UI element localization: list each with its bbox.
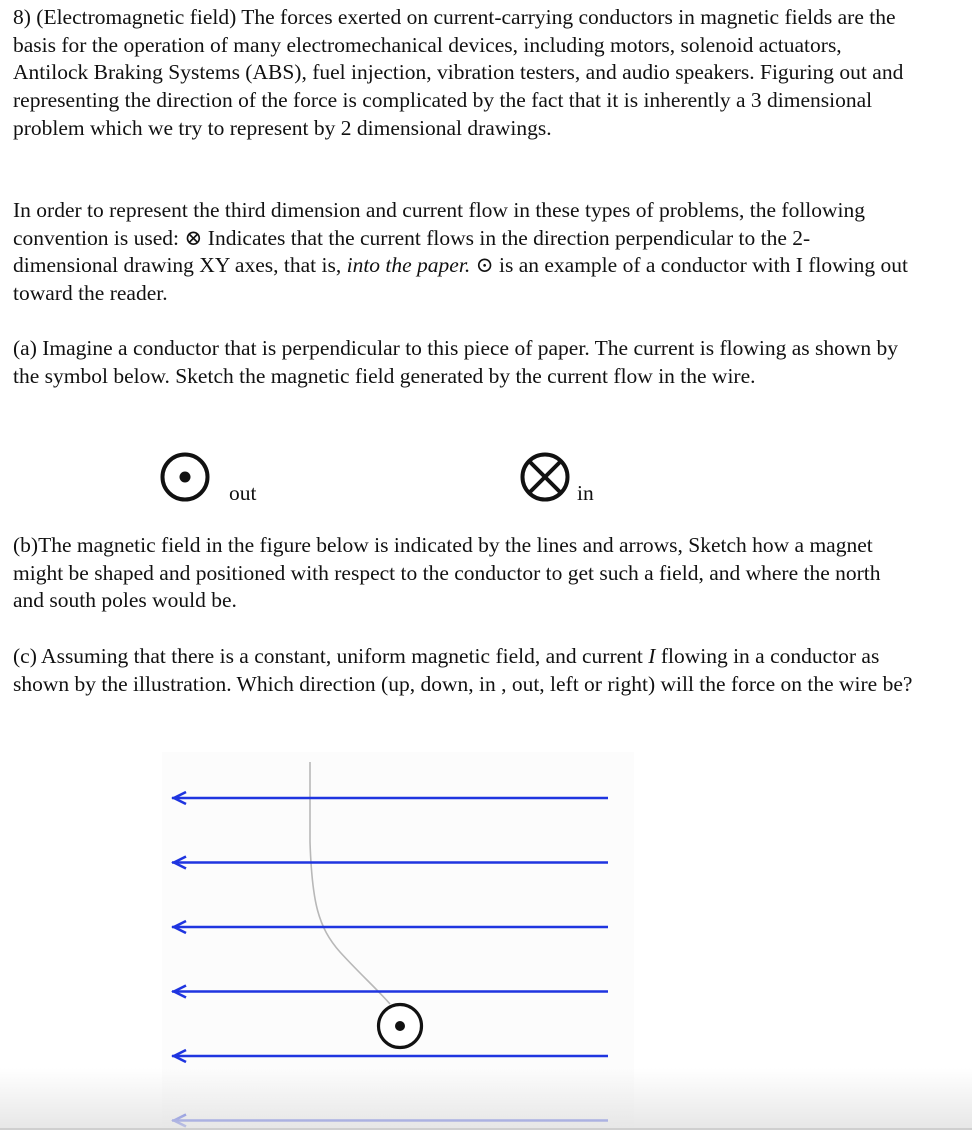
current-in-icon [518, 450, 572, 504]
current-out-icon [158, 450, 212, 504]
convention-text-1: In order to represent the third dimension and current flow in these types of problems, the following convention is used: [13, 198, 866, 250]
out-symbol-inline: ⊙ [475, 253, 494, 278]
part-c-text-2: flowing in a conductor as shown by the illustration. Which direction (up, down, in , out, left or right) will the force on the wire be? [13, 644, 913, 696]
convention-paragraph [13, 197, 913, 308]
into-paper-phrase: into the paper. [346, 253, 471, 278]
out-label: out [229, 481, 257, 505]
magnetic-field-figure [162, 752, 634, 1130]
convention-text-3: is an example of a conductor with I flowing out toward the reader. [13, 253, 908, 306]
current-variable: I [648, 644, 656, 668]
field-diagram [162, 752, 634, 1130]
part-c-text [13, 643, 913, 698]
current-symbols-row [13, 446, 963, 516]
field-lines-group [172, 792, 608, 1127]
convention-text-2: Indicates that the current flows in the direction perpendicular to the 2-dimensional drawing XY axes, that is, [13, 225, 811, 278]
into-symbol-inline: ⊗ [184, 225, 203, 250]
in-label: in [577, 481, 594, 505]
conductor-out-icon [379, 1005, 422, 1048]
problem-intro: 8) (Electromagnetic field) The forces exerted on current-carrying conductors in magnetic fields are the basis for the operation of many electromechanical devices, including motors, solenoid actuators, Antilock Braking Systems (ABS), fuel injection, vibration testers, and audio speakers. Figuring out and representing the direction of the force is complicated by the fact that it is inherently a 3 dimensional problem which we try to represent by 2 dimensional drawings. [13, 5, 904, 140]
part-b-text: (b)The magnetic field in the figure below is indicated by the lines and arrows, Sketch how a magnet might be shaped and positioned with respect to the conductor to get such a field, and where the north and south poles would be. [13, 533, 881, 613]
part-a-text: (a) Imagine a conductor that is perpendicular to this piece of paper. The current is flowing as shown by the symbol below. Sketch the magnetic field generated by the current flow in the wire. [13, 336, 899, 388]
part-c-text-1: (c) Assuming that there is a constant, uniform magnetic field, and current [13, 644, 643, 668]
